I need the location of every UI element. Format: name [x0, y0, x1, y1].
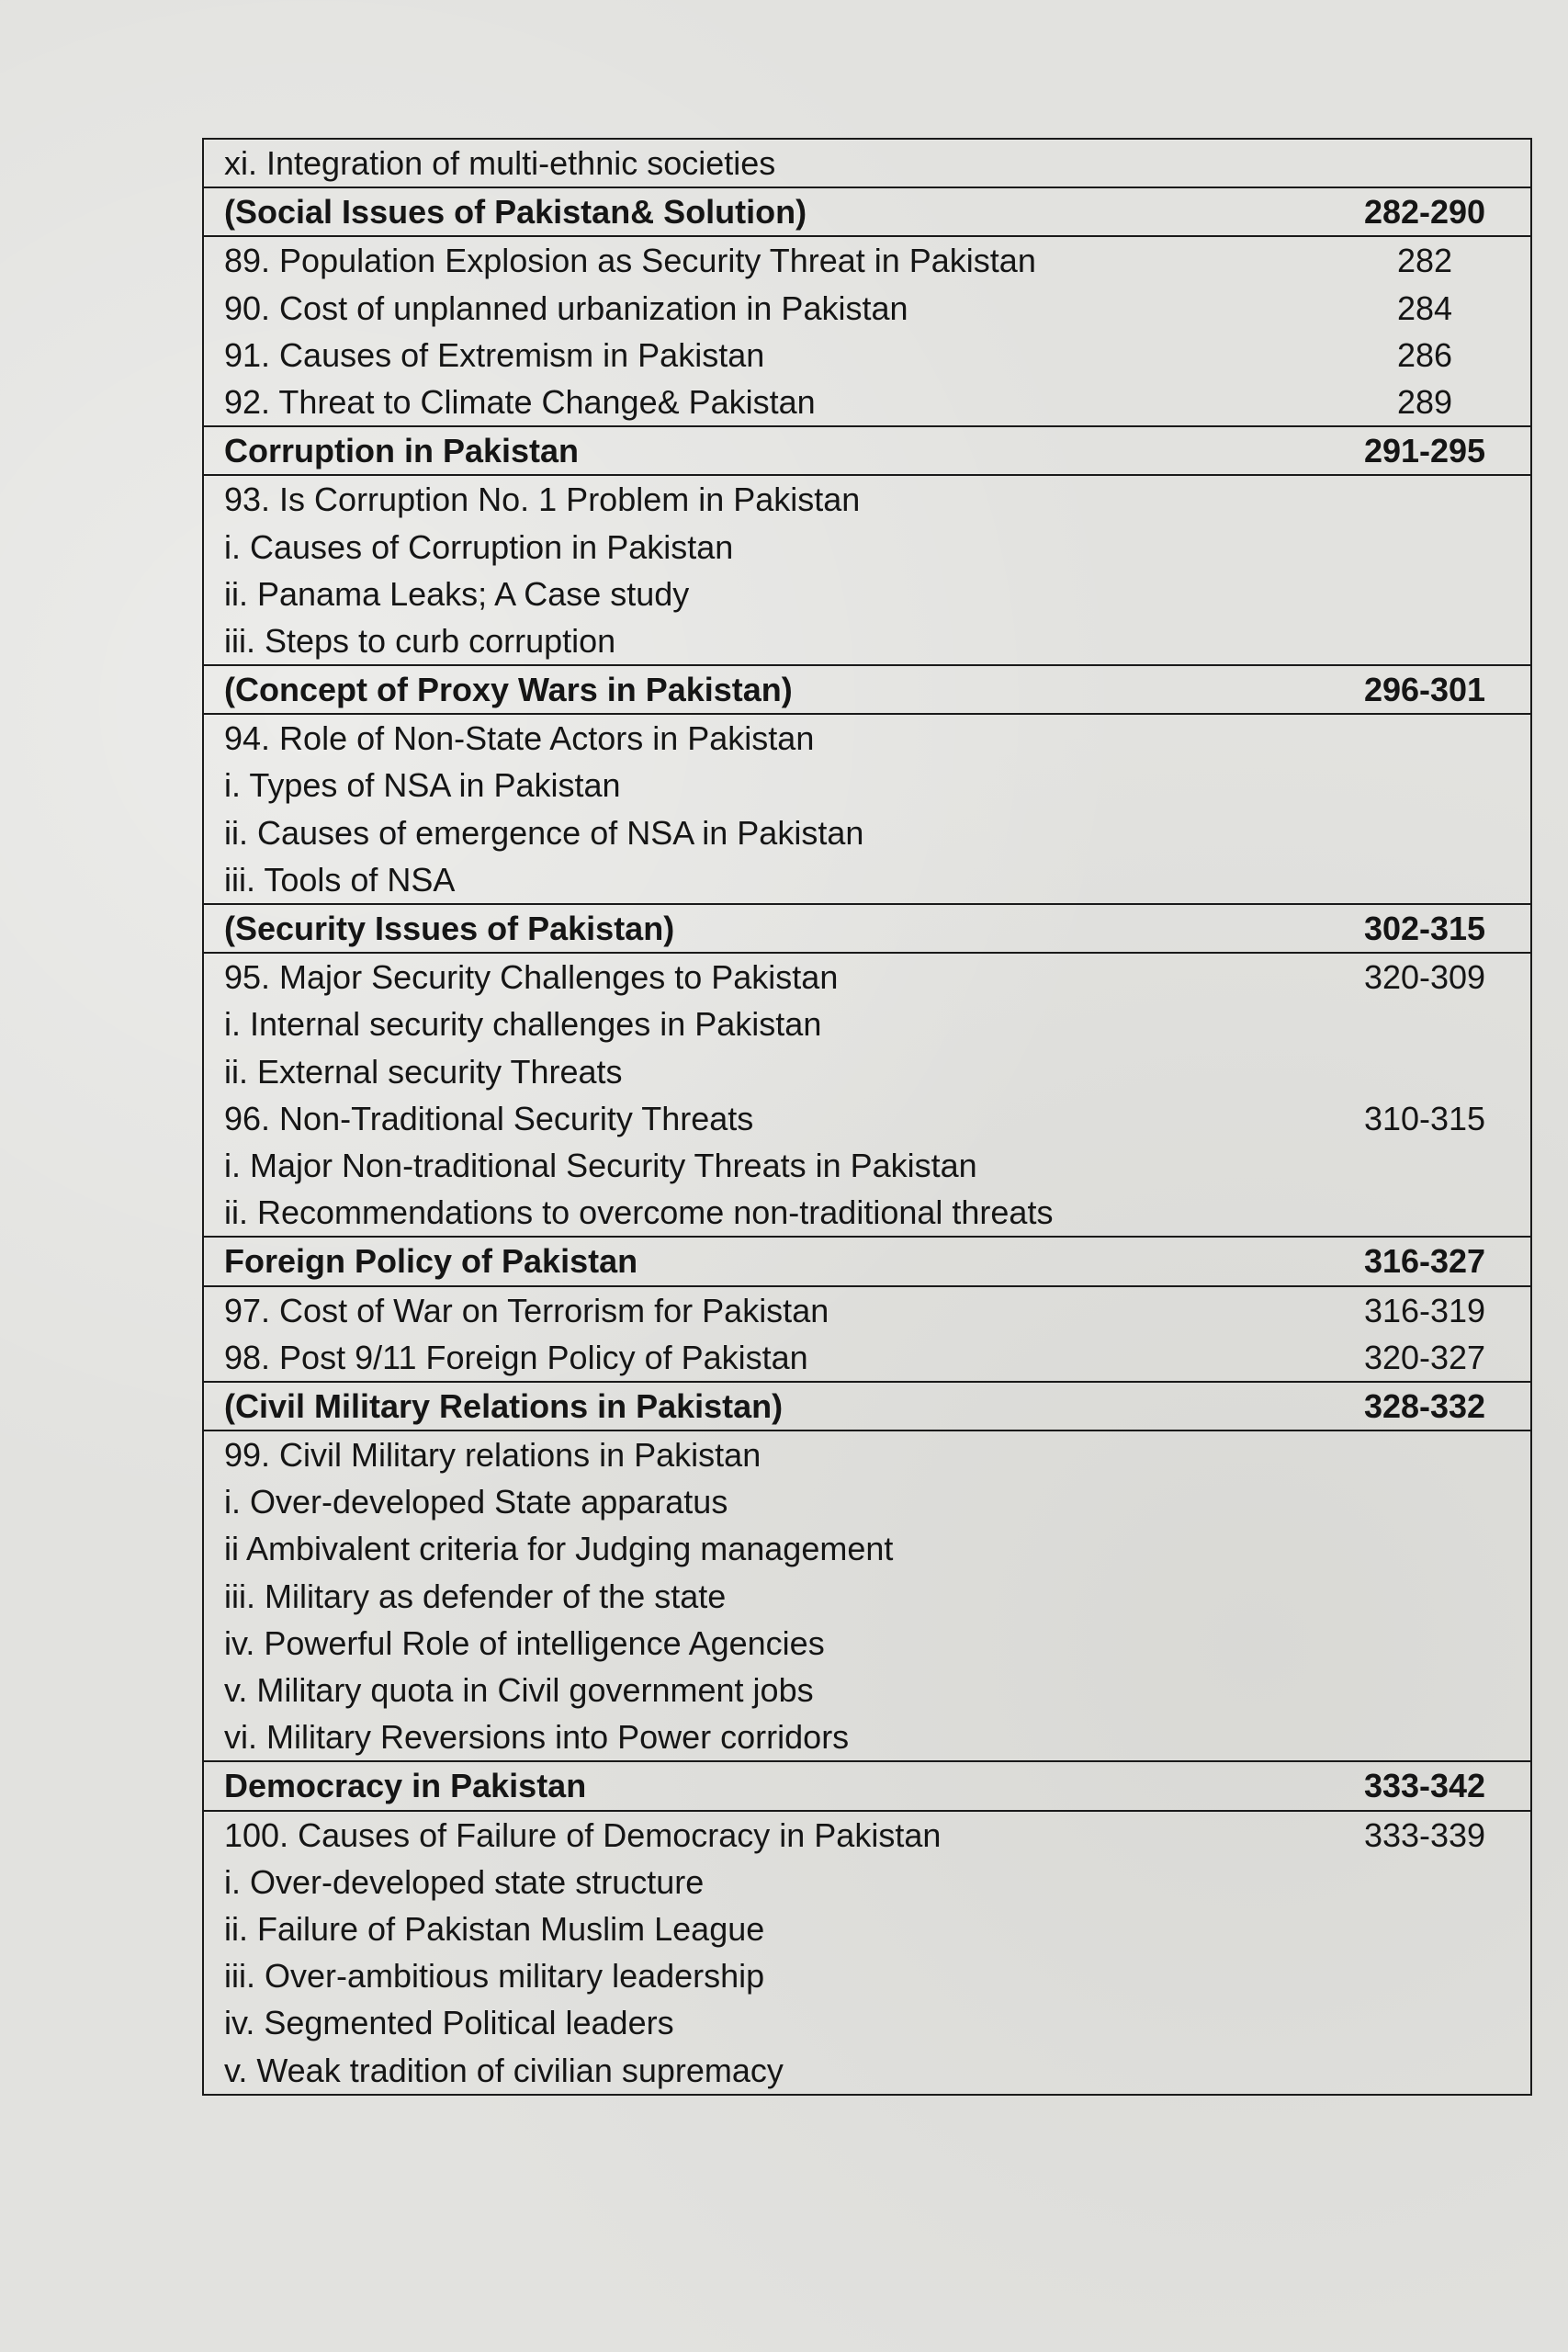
- heading-row-title: Foreign Policy of Pakistan: [224, 1242, 638, 1281]
- toc-entry-title: ii. Recommendations to overcome non-traditional threats: [224, 1193, 1054, 1232]
- section-items: [204, 1430, 1530, 1760]
- toc-entry: [204, 954, 1530, 1001]
- heading-row-pages: 282-290: [1363, 193, 1486, 232]
- toc-entry-pages: 320-309: [1363, 958, 1486, 997]
- toc-entry-title: ii. Causes of emergence of NSA in Pakistan: [224, 813, 864, 852]
- toc-entry-pages: 284: [1396, 288, 1453, 327]
- section-heading: [204, 664, 1530, 713]
- toc-section: [204, 140, 1530, 187]
- toc-entry-title: 98. Post 9/11 Foreign Policy of Pakistan: [224, 1338, 808, 1376]
- toc-entry: [204, 1095, 1530, 1142]
- heading-row-title: Democracy in Pakistan: [224, 1767, 587, 1805]
- toc-entry: [204, 1431, 1530, 1478]
- toc-section: [204, 903, 1530, 1236]
- toc-entry-title: 94. Role of Non-State Actors in Pakistan: [224, 719, 815, 758]
- toc-entry: [204, 1573, 1530, 1620]
- toc-entry: [204, 2047, 1530, 2094]
- toc-entry-pages: 282: [1396, 242, 1453, 280]
- toc-entry: [204, 237, 1530, 284]
- toc-section: [204, 1381, 1530, 1761]
- section-items: [204, 235, 1530, 425]
- section-items: [204, 474, 1530, 664]
- toc-entry: [204, 617, 1530, 664]
- section-items: [204, 713, 1530, 903]
- section-heading: [204, 1381, 1530, 1430]
- toc-entry-pages: 316-319: [1363, 1291, 1486, 1329]
- toc-entry: [204, 1667, 1530, 1713]
- toc-entry-title: ii. Failure of Pakistan Muslim League: [224, 1909, 765, 1948]
- toc-entry: [204, 1334, 1530, 1381]
- toc-entry: [204, 1142, 1530, 1189]
- toc-entry-title: iii. Military as defender of the state: [224, 1577, 727, 1615]
- toc-entry: [204, 332, 1530, 379]
- toc-entry-title: 97. Cost of War on Terrorism for Pakistan: [224, 1291, 829, 1329]
- toc-entry-pages: 320-327: [1363, 1338, 1486, 1376]
- toc-section: [204, 187, 1530, 425]
- toc-entry-pages: 289: [1396, 382, 1453, 421]
- toc-entry: [204, 1812, 1530, 1859]
- toc-entry-title: v. Weak tradition of civilian supremacy: [224, 2051, 784, 2089]
- toc-entry: [204, 856, 1530, 903]
- heading-row: [204, 427, 1530, 474]
- heading-row: [204, 905, 1530, 952]
- toc-entry-title: i. Over-developed state structure: [224, 1862, 705, 1901]
- toc-entry-title: iv. Segmented Political leaders: [224, 2004, 674, 2042]
- toc-entry-title: i. Causes of Corruption in Pakistan: [224, 527, 734, 566]
- toc-entry-title: xi. Integration of multi-ethnic societies: [224, 144, 776, 182]
- toc-section: [204, 425, 1530, 664]
- toc-entry-title: 99. Civil Military relations in Pakistan: [224, 1436, 761, 1475]
- toc-entry-title: 100. Causes of Failure of Democracy in Pakistan: [224, 1815, 942, 1854]
- section-items: [204, 1810, 1530, 2094]
- heading-row: [204, 1762, 1530, 1809]
- toc-entry-title: 89. Population Explosion as Security Threat in Pakistan: [224, 242, 1036, 280]
- section-heading: [204, 903, 1530, 952]
- heading-row-pages: 302-315: [1363, 910, 1486, 947]
- toc-entry: [204, 379, 1530, 425]
- toc-entry: [204, 1620, 1530, 1667]
- table-of-contents: [202, 138, 1532, 2096]
- heading-row-title: Corruption in Pakistan: [224, 432, 580, 470]
- toc-entry-pages: 310-315: [1363, 1099, 1486, 1137]
- toc-section: [204, 1760, 1530, 2093]
- toc-entry: [204, 1189, 1530, 1236]
- toc-entry: [204, 1999, 1530, 2046]
- heading-row: [204, 666, 1530, 713]
- toc-entry-title: 95. Major Security Challenges to Pakistan: [224, 958, 839, 997]
- toc-entry-title: 93. Is Corruption No. 1 Problem in Pakistan: [224, 481, 861, 519]
- toc-entry-title: 92. Threat to Climate Change& Pakistan: [224, 382, 816, 421]
- heading-row-title: (Civil Military Relations in Pakistan): [224, 1386, 784, 1425]
- toc-entry-title: ii. Panama Leaks; A Case study: [224, 574, 690, 613]
- toc-entry-title: 90. Cost of unplanned urbanization in Pakistan: [224, 288, 908, 327]
- section-items: [204, 140, 1530, 187]
- section-items: [204, 1285, 1530, 1381]
- toc-entry: [204, 1287, 1530, 1334]
- toc-entry-title: vi. Military Reversions into Power corridors: [224, 1718, 850, 1757]
- section-heading: [204, 1236, 1530, 1284]
- toc-entry-title: ii Ambivalent criteria for Judging management: [224, 1530, 894, 1568]
- toc-section: [204, 1236, 1530, 1381]
- heading-row-pages: 291-295: [1363, 432, 1486, 470]
- heading-row-pages: 328-332: [1363, 1386, 1486, 1425]
- toc-entry: [204, 140, 1530, 187]
- section-items: [204, 952, 1530, 1236]
- toc-entry-title: i. Types of NSA in Pakistan: [224, 766, 621, 805]
- toc-entry-title: 91. Causes of Extremism in Pakistan: [224, 335, 765, 374]
- heading-row-pages: 333-342: [1363, 1767, 1486, 1805]
- heading-row: [204, 1238, 1530, 1284]
- section-heading: [204, 187, 1530, 235]
- toc-entry: [204, 1525, 1530, 1572]
- toc-entry: [204, 1048, 1530, 1095]
- heading-row-pages: 316-327: [1363, 1242, 1486, 1281]
- toc-entry: [204, 1859, 1530, 1905]
- toc-entry: [204, 1713, 1530, 1760]
- toc-entry-title: ii. External security Threats: [224, 1052, 623, 1091]
- heading-row-title: (Security Issues of Pakistan): [224, 910, 675, 947]
- toc-entry: [204, 1001, 1530, 1047]
- toc-entry: [204, 1905, 1530, 1952]
- toc-entry-title: iii. Steps to curb corruption: [224, 621, 616, 660]
- section-heading: [204, 1760, 1530, 1809]
- heading-row: [204, 1383, 1530, 1430]
- toc-entry: [204, 715, 1530, 762]
- toc-entry: [204, 285, 1530, 332]
- toc-entry-title: iv. Powerful Role of intelligence Agencies: [224, 1623, 825, 1662]
- toc-entry: [204, 524, 1530, 571]
- toc-entry: [204, 476, 1530, 523]
- toc-entry-pages: 333-339: [1363, 1815, 1486, 1854]
- toc-entry: [204, 762, 1530, 808]
- heading-row-title: (Concept of Proxy Wars in Pakistan): [224, 671, 793, 709]
- toc-entry-title: iii. Tools of NSA: [224, 860, 456, 899]
- toc-entry-title: i. Internal security challenges in Pakistan: [224, 1005, 822, 1044]
- toc-entry: [204, 809, 1530, 856]
- section-heading: [204, 425, 1530, 474]
- toc-entry-title: i. Over-developed State apparatus: [224, 1483, 728, 1521]
- toc-entry-title: iii. Over-ambitious military leadership: [224, 1957, 765, 1996]
- heading-row: [204, 188, 1530, 235]
- heading-row-pages: 296-301: [1363, 671, 1486, 709]
- toc-section: [204, 664, 1530, 903]
- toc-entry: [204, 571, 1530, 617]
- toc-entry-title: i. Major Non-traditional Security Threats in Pakistan: [224, 1146, 977, 1184]
- toc-entry: [204, 1952, 1530, 1999]
- toc-entry: [204, 1478, 1530, 1525]
- toc-entry-pages: 286: [1396, 335, 1453, 374]
- toc-entry-title: 96. Non-Traditional Security Threats: [224, 1099, 754, 1137]
- toc-entry-title: v. Military quota in Civil government jobs: [224, 1671, 814, 1709]
- heading-row-title: (Social Issues of Pakistan& Solution): [224, 193, 807, 232]
